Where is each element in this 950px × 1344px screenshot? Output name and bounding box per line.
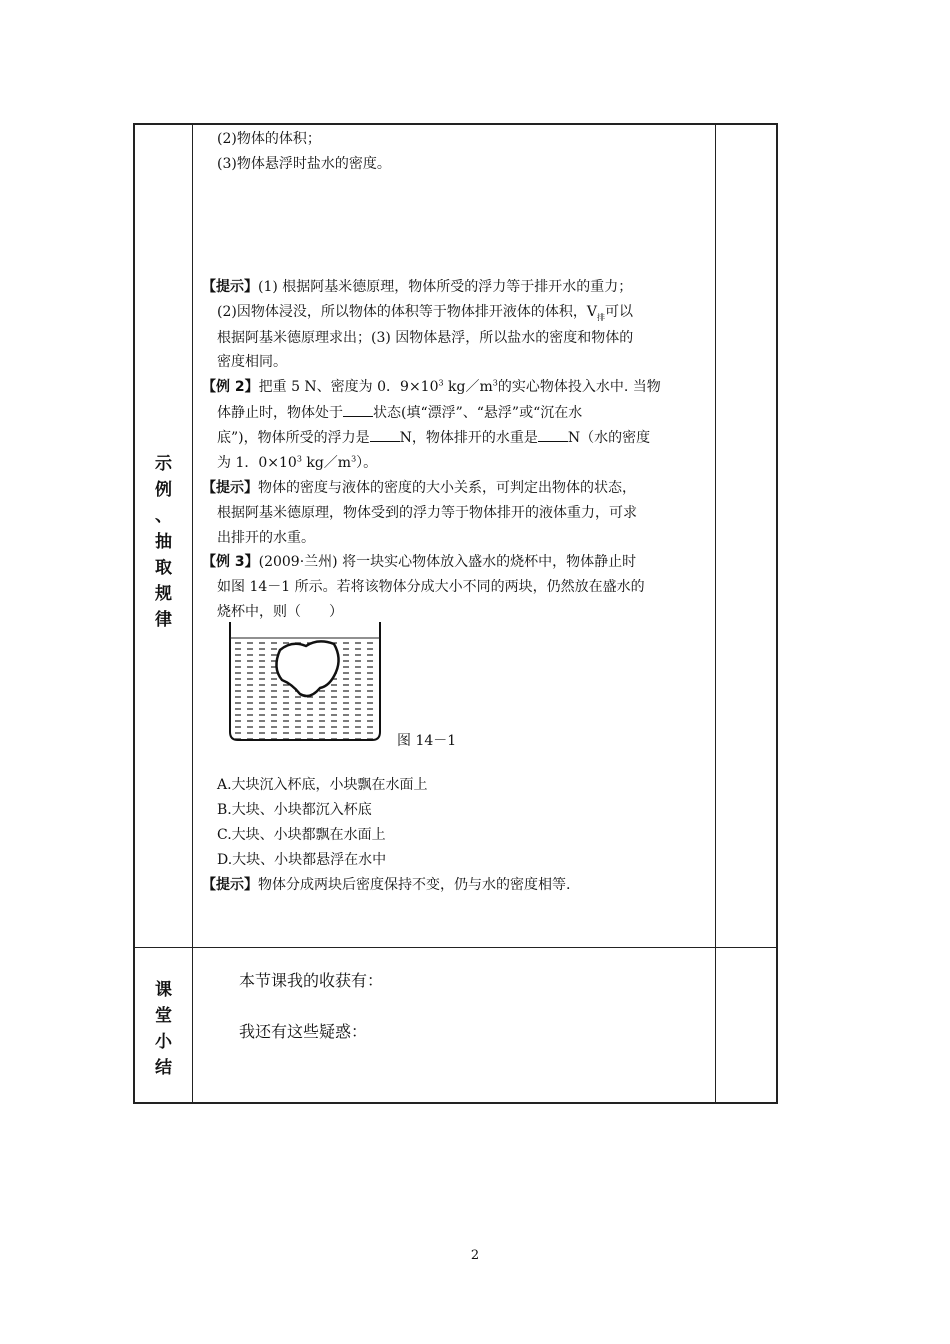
hint-text: (1) 根据阿基米德原理，物体所受的浮力等于排开水的重力； <box>258 279 633 295</box>
beaker-figure <box>222 622 388 744</box>
question-3: (3)物体悬浮时盐水的密度。 <box>217 156 391 172</box>
superscript: 3 <box>438 378 444 388</box>
hint-text: (2)因物体浸没，所以物体的体积等于物体排开液体的体积，V <box>217 304 597 320</box>
example-2-line-3 <box>217 428 650 448</box>
example-3-line-1 <box>202 552 636 572</box>
label-char: 、 <box>155 506 172 526</box>
label-char: 抽 <box>155 532 172 552</box>
label-char: 例 <box>155 480 172 500</box>
column-divider-left <box>192 125 193 1102</box>
summary-doubt: 我还有这些疑惑： <box>239 1022 368 1041</box>
example-text: 状态(填“漂浮”、“悬浮”或“沉在水 <box>373 405 583 421</box>
example-tag: 【例 2】 <box>202 379 259 395</box>
example-2-line-4 <box>217 453 377 473</box>
hint-text: 物体分成两块后密度保持不变，仍与水的密度相等. <box>258 877 571 893</box>
question-2: (2)物体的体积； <box>217 131 321 147</box>
summary-section-label <box>135 977 192 1081</box>
example-text: N，物体排开的水重是 <box>399 430 538 446</box>
superscript: 3 <box>492 378 498 388</box>
examples-section-label <box>135 451 192 633</box>
example-text: kg／m <box>301 455 352 471</box>
summary-gain: 本节课我的收获有： <box>239 971 384 990</box>
label-char: 结 <box>155 1058 172 1078</box>
answer-blank[interactable] <box>343 403 373 417</box>
option-a: A.大块沉入杯底，小块飘在水面上 <box>217 777 428 793</box>
example-2-line-1 <box>202 377 661 397</box>
option-d: D.大块、小块都悬浮在水中 <box>217 852 387 868</box>
label-char: 律 <box>155 610 172 630</box>
subscript: 排 <box>596 312 605 322</box>
example-2-line-2 <box>217 403 582 423</box>
hint-1-line-2 <box>217 302 633 322</box>
example-text: 体静止时，物体处于 <box>217 405 343 421</box>
superscript: 3 <box>296 454 302 464</box>
hint-text: 物体的密度与液体的密度的大小关系，可判定出物体的状态， <box>258 480 636 496</box>
label-char: 规 <box>155 584 172 604</box>
label-char: 取 <box>155 558 172 578</box>
hint-text: 可以 <box>604 304 633 320</box>
hint-2-line-2: 根据阿基米德原理，物体受到的浮力等于物体排开的液体重力，可求 <box>217 505 637 521</box>
hint-1-line-1 <box>202 277 632 297</box>
row-divider <box>135 947 776 948</box>
column-divider-right <box>715 125 716 1102</box>
option-c: C.大块、小块都飘在水面上 <box>217 827 386 843</box>
hint-1-line-3: 根据阿基米德原理求出；(3) 因物体悬浮，所以盐水的密度和物体的 <box>217 330 634 346</box>
example-text: (2009·兰州) 将一块实心物体放入盛水的烧杯中，物体静止时 <box>258 554 637 570</box>
figure-caption: 图 14－1 <box>397 733 457 749</box>
example-text: 把重 5 N、密度为 0．9×10 <box>258 379 439 395</box>
hint-2-line-3: 出排开的水重。 <box>217 530 315 546</box>
label-char: 示 <box>155 454 172 474</box>
superscript: 3 <box>351 454 357 464</box>
hint-tag: 【提示】 <box>202 480 258 496</box>
label-char: 课 <box>155 980 172 1000</box>
label-char: 堂 <box>155 1006 172 1026</box>
example-text: N（水的密度 <box>567 430 651 446</box>
answer-blank[interactable] <box>538 428 568 442</box>
hint-2-line-1 <box>202 478 636 498</box>
page-number: 2 <box>470 1248 480 1263</box>
example-text: 的实心物体投入水中. 当物 <box>497 379 661 395</box>
label-char: 小 <box>155 1032 172 1052</box>
example-text: 底”)，物体所受的浮力是 <box>217 430 370 446</box>
hint-3 <box>202 875 570 895</box>
example-text: 为 1．0×10 <box>217 455 297 471</box>
hint-1-line-4: 密度相同。 <box>217 354 287 370</box>
example-tag: 【例 3】 <box>202 554 259 570</box>
hint-tag: 【提示】 <box>202 877 258 893</box>
example-text: kg／m <box>443 379 493 395</box>
option-b: B.大块、小块都沉入杯底 <box>217 802 372 818</box>
answer-blank[interactable] <box>370 428 400 442</box>
example-text: ）。 <box>356 455 378 471</box>
example-3-line-2: 如图 14－1 所示。若将该物体分成大小不同的两块，仍然放在盛水的 <box>217 579 645 595</box>
example-3-line-3: 烧杯中，则（ ） <box>217 604 343 620</box>
hint-tag: 【提示】 <box>202 279 258 295</box>
